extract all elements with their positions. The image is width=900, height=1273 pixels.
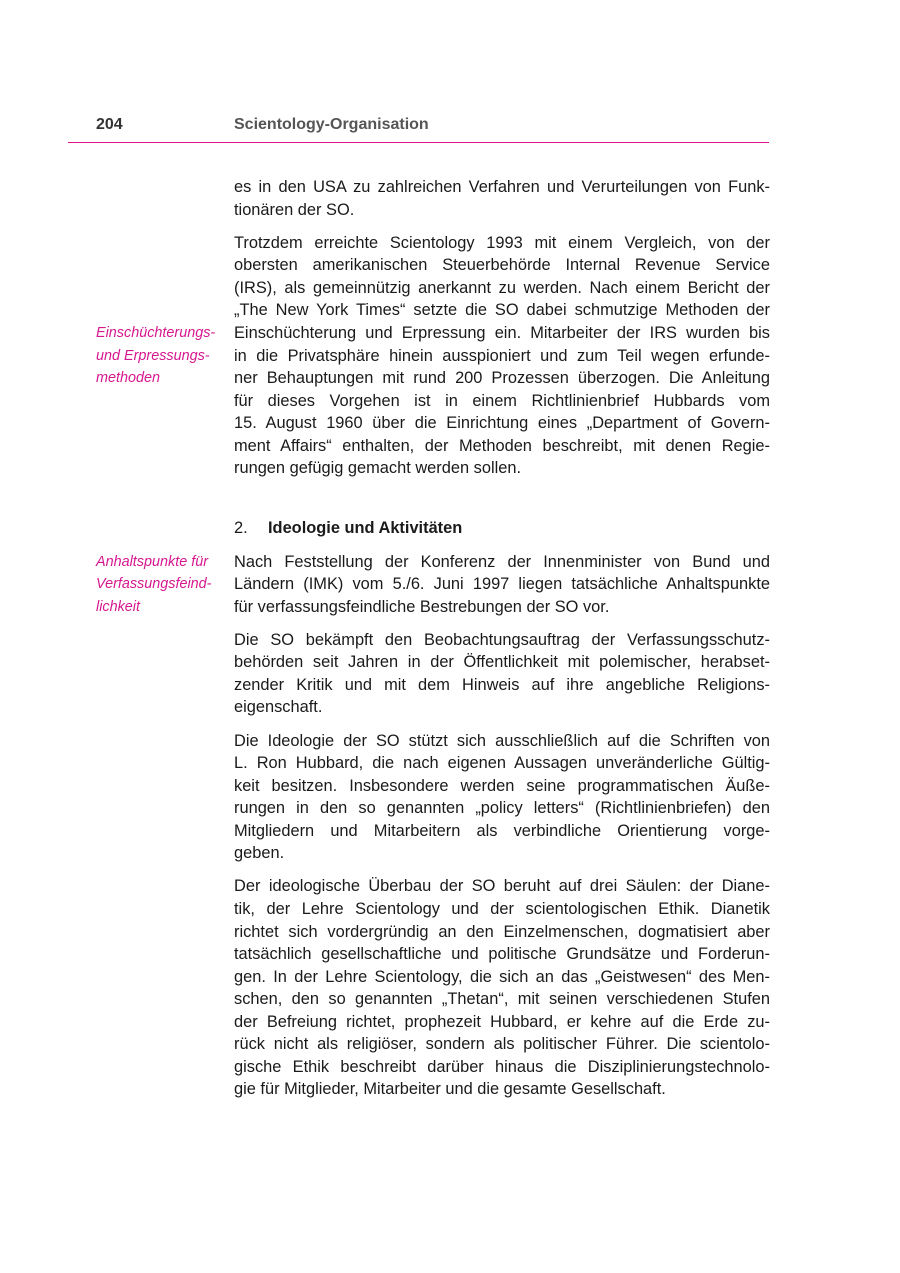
margin-note-line: Verfassungsfeind- <box>96 576 212 592</box>
text-line: behörden seit Jahren in der Öffentlichkeit mit polemischer, herabset- <box>234 653 770 671</box>
text-line: Der ideologische Überbau der SO beruht auf drei Säulen: der Diane- <box>234 877 770 895</box>
text-line: richtet sich vordergründig an den Einzelmenschen, dogmatisiert aber <box>234 923 770 941</box>
section-title: Ideologie und Aktivitäten <box>268 519 463 537</box>
text-line: rungen gefügig gemacht werden sollen. <box>234 459 522 477</box>
header-rule <box>68 142 769 143</box>
text-line: keit besitzen. Insbesondere werden seine programmatischen Äuße- <box>234 777 770 795</box>
margin-note-line: methoden <box>96 370 161 386</box>
text-line: es in den USA zu zahlreichen Verfahren und Verurteilungen von Funk- <box>234 178 770 196</box>
text-line: in die Privatsphäre hinein ausspioniert und zum Teil wegen erfunde- <box>234 347 770 365</box>
text-line: zender Kritik und mit dem Hinweis auf ihre angebliche Religions- <box>234 676 770 694</box>
text-line: geben. <box>234 844 285 862</box>
text-line: gen. In der Lehre Scientology, die sich an das „Geistwesen“ des Men- <box>234 968 770 986</box>
text-line: eigenschaft. <box>234 698 323 716</box>
margin-note-line: Anhaltspunkte für <box>96 554 208 570</box>
text-line: „The New York Times“ setzte die SO dabei schmutzige Methoden der <box>234 301 770 319</box>
text-line: schen, den so genannten „Thetan“, mit seinen verschiedenen Stufen <box>234 990 770 1008</box>
running-title: Scientology-Organisation <box>234 116 429 133</box>
text-line: Die Ideologie der SO stützt sich ausschließlich auf die Schriften von <box>234 732 770 750</box>
text-line: Die SO bekämpft den Beobachtungsauftrag der Verfassungsschutz- <box>234 631 770 649</box>
text-line: ment Affairs“ enthalten, der Methoden beschreibt, mit denen Regie- <box>234 437 770 455</box>
text-line: Einschüchterung und Erpressung ein. Mitarbeiter der IRS wurden bis <box>234 324 770 342</box>
text-line: tionären der SO. <box>234 201 355 219</box>
text-line: Mitgliedern und Mitarbeitern als verbindliche Orientierung vorge- <box>234 822 770 840</box>
text-line: gie für Mitglieder, Mitarbeiter und die gesamte Gesellschaft. <box>234 1080 666 1098</box>
text-line: gische Ethik beschreibt darüber hinaus die Disziplinierungstechnolo- <box>234 1058 770 1076</box>
text-line: Trotzdem erreichte Scientology 1993 mit einem Vergleich, von der <box>234 234 770 252</box>
page-number: 204 <box>96 116 123 133</box>
text-line: tatsächlich gesellschaftliche und politische Grundsätze und Forderun- <box>234 945 770 963</box>
text-line: für verfassungsfeindliche Bestrebungen der SO vor. <box>234 598 610 616</box>
margin-note-line: lichkeit <box>96 599 140 615</box>
text-line: ner Behauptungen mit rund 200 Prozessen überzogen. Die Anleitung <box>234 369 770 387</box>
margin-note-line: und Erpressungs- <box>96 348 210 364</box>
text-line: Nach Feststellung der Konferenz der Innenminister von Bund und <box>234 553 770 571</box>
text-line: rungen in den so genannten „policy letters“ (Richtlinienbriefen) den <box>234 799 770 817</box>
text-line: 15. August 1960 über die Einrichtung eines „Department of Govern- <box>234 414 770 432</box>
text-line: für dieses Vorgehen ist in einem Richtlinienbrief Hubbards vom <box>234 392 770 410</box>
text-line: Ländern (IMK) vom 5./6. Juni 1997 liegen tatsächliche Anhaltspunkte <box>234 575 770 593</box>
text-line: tik, der Lehre Scientology und der scientologischen Ethik. Dianetik <box>234 900 770 918</box>
margin-note-line: Einschüchterungs- <box>96 325 216 341</box>
text-line: der Befreiung richtet, prophezeit Hubbard, er kehre auf die Erde zu- <box>234 1013 770 1031</box>
text-line: rück nicht als religiöser, sondern als politischer Führer. Die scientolo- <box>234 1035 770 1053</box>
text-line: obersten amerikanischen Steuerbehörde Internal Revenue Service <box>234 256 770 274</box>
text-line: L. Ron Hubbard, die nach eigenen Aussagen unveränderliche Gültig- <box>234 754 770 772</box>
section-number: 2. <box>234 519 248 537</box>
section-heading <box>234 517 462 539</box>
text-line: (IRS), als gemeinnützig anerkannt zu werden. Nach einem Bericht der <box>234 279 770 297</box>
